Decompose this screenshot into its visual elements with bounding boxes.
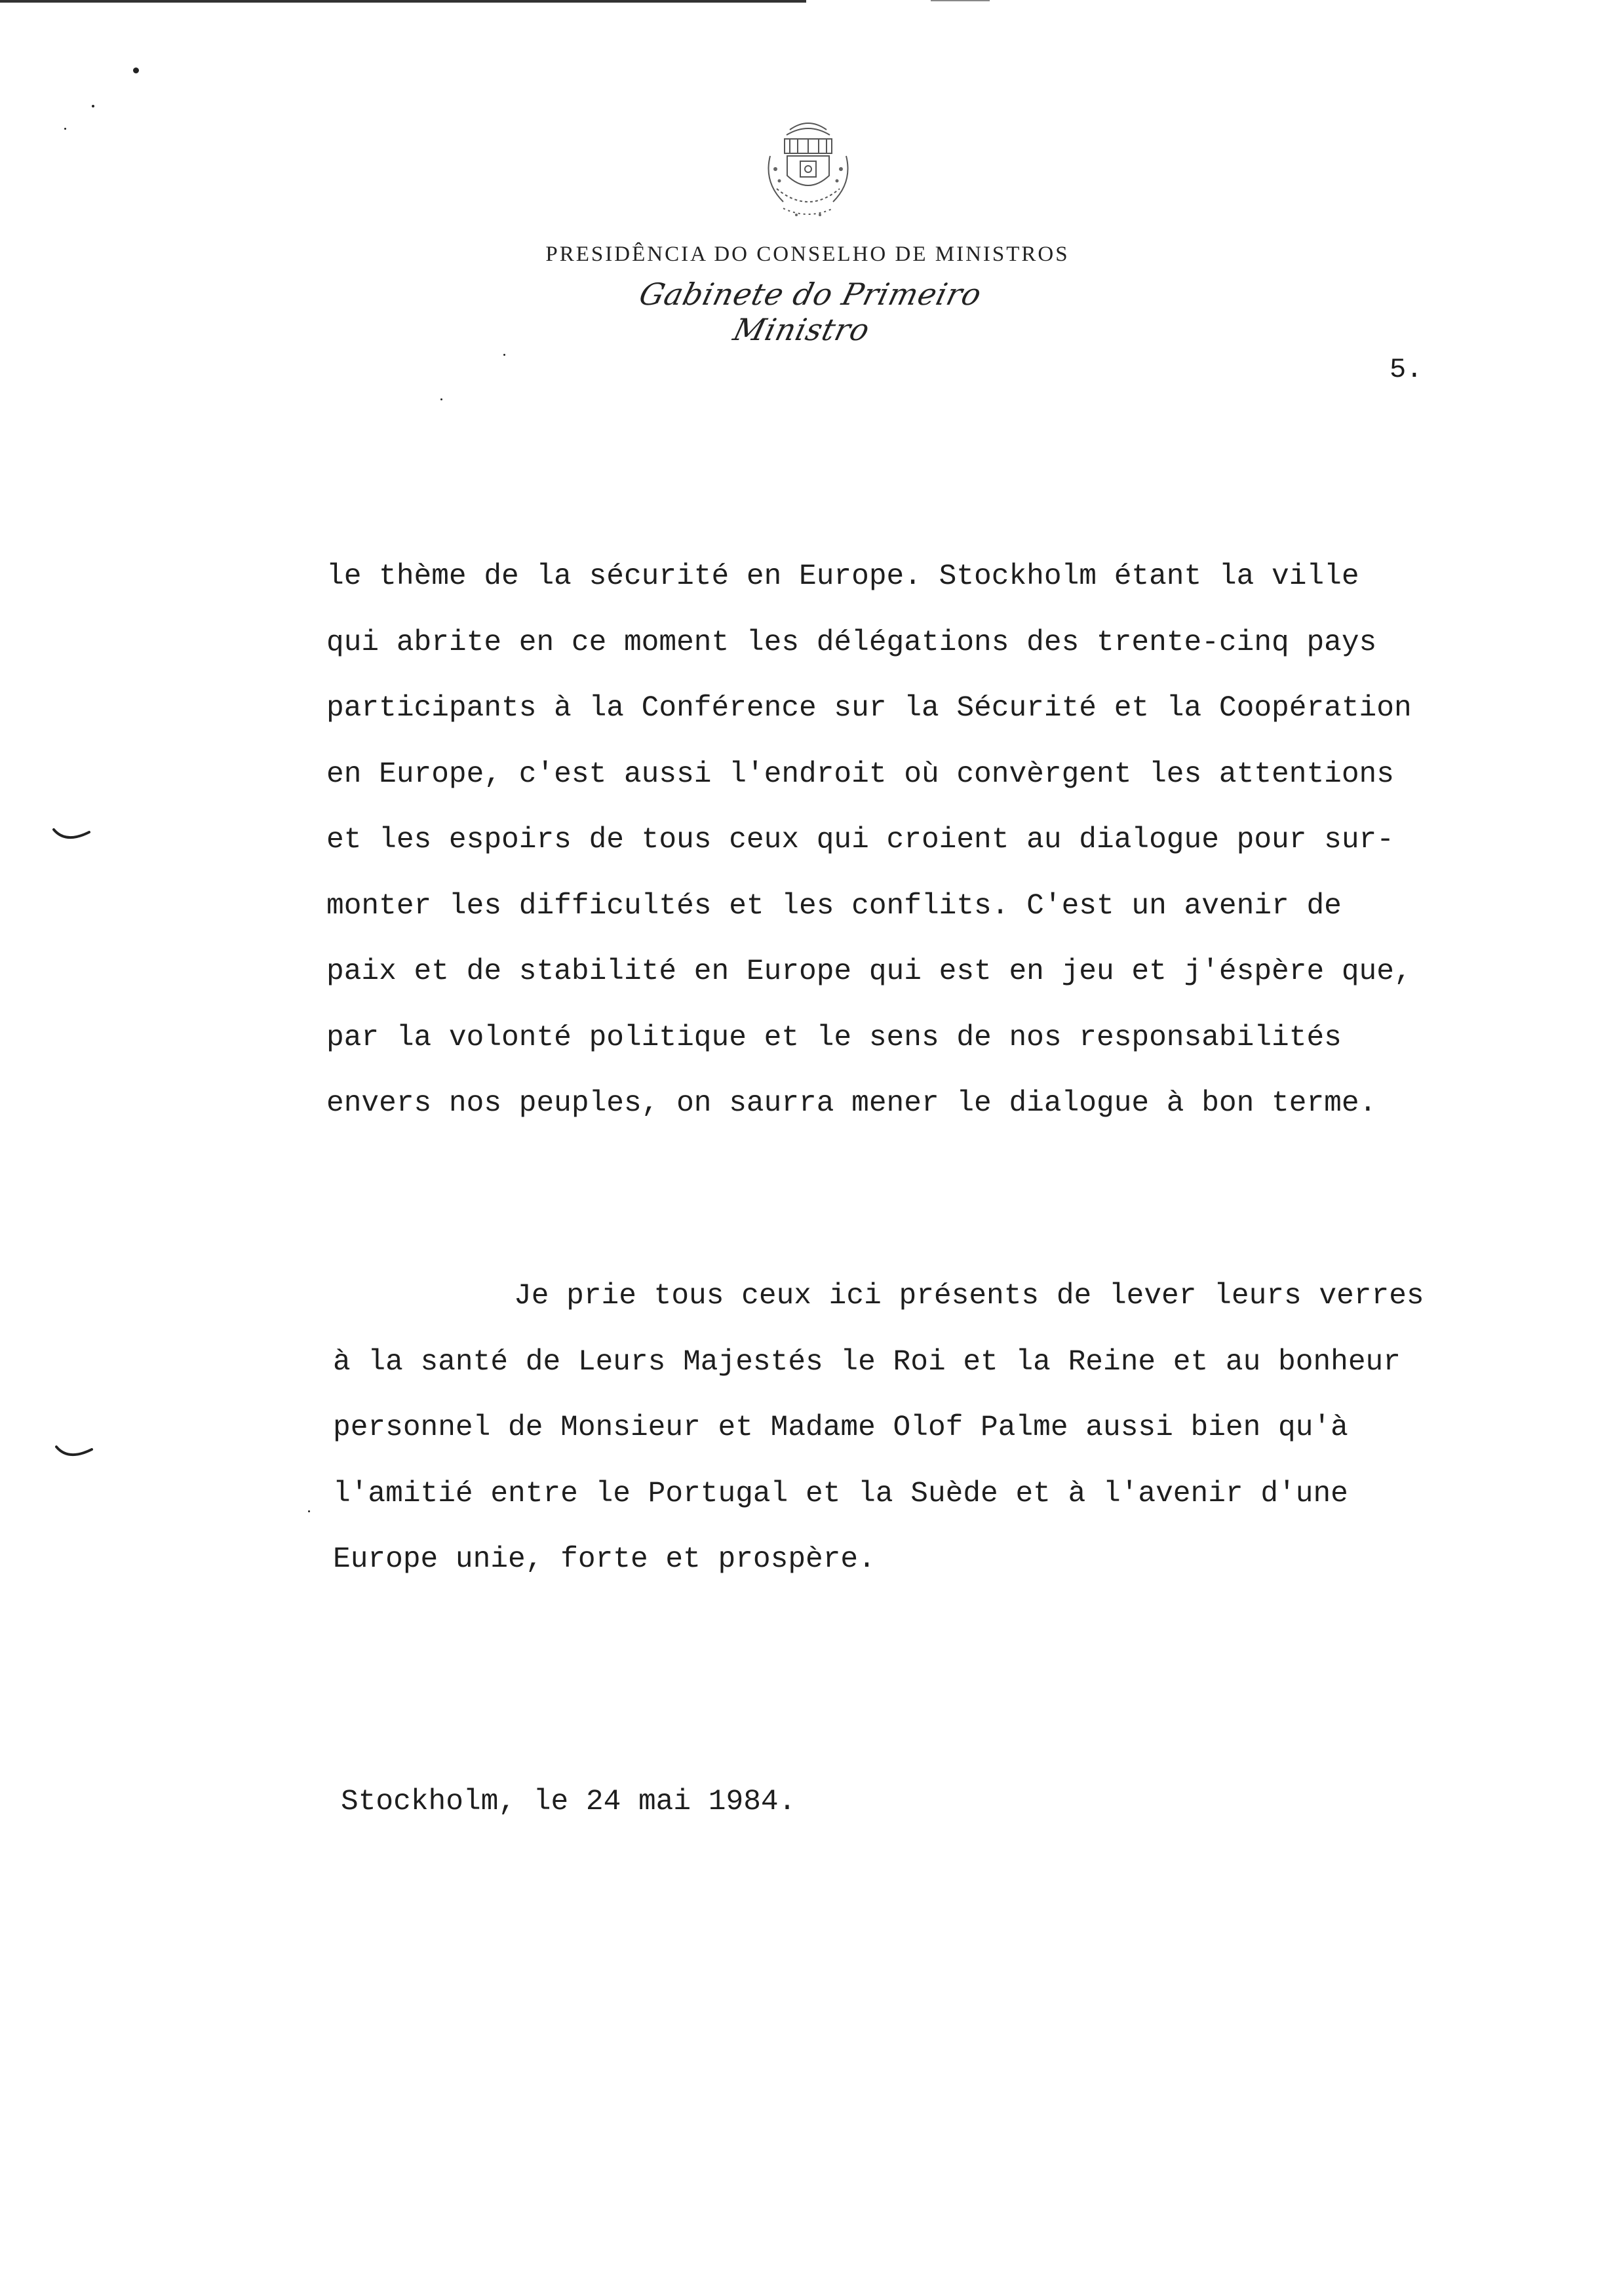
paragraph-2 [333, 1263, 1578, 1593]
paragraph-1 [326, 544, 1572, 1137]
text-line: par la volonté politique et le sens de nos responsabilités [326, 1021, 1342, 1054]
page-number: 5. [1390, 354, 1423, 385]
text-line: le thème de la sécurité en Europe. Stockholm étant la ville [326, 560, 1359, 593]
scan-speck [503, 354, 505, 356]
text-line: l'amitié entre le Portugal et la Suède et à l'avenir d'une [333, 1477, 1348, 1510]
text-line: Europe unie, forte et prospère. [333, 1543, 876, 1576]
text-line: paix et de stabilité en Europe qui est en jeu et j'éspère que, [326, 955, 1412, 988]
scan-speck [92, 105, 94, 107]
text-line: qui abrite en ce moment les délégations des trente-cinq pays [326, 626, 1377, 659]
text-line: et les espoirs de tous ceux qui croient au dialogue pour sur- [326, 824, 1394, 856]
text-line: Je prie tous ceux ici présents de lever leurs verres [514, 1280, 1424, 1312]
text-line: personnel de Monsieur et Madame Olof Palme aussi bien qu'à [333, 1411, 1348, 1444]
text-line: participants à la Conférence sur la Sécurité et la Coopération [326, 692, 1412, 725]
text-line: à la santé de Leurs Majestés le Roi et la Reine et au bonheur [333, 1345, 1401, 1379]
text-line: envers nos peuples, on saurra mener le dialogue à bon terme. [326, 1087, 1377, 1120]
dateline: Stockholm, le 24 mai 1984. [341, 1786, 796, 1818]
tick-mark-icon [55, 1444, 94, 1464]
scan-speck [133, 67, 139, 73]
text-line: monter les difficultés et les conflits. C'est un avenir de [326, 889, 1342, 923]
scan-speck [440, 398, 442, 400]
letterhead-institution: PRESIDÊNCIA DO CONSELHO DE MINISTROS [545, 242, 1070, 266]
scan-speck [64, 128, 66, 130]
text-line: en Europe, c'est aussi l'endroit où convèrgent les attentions [326, 757, 1394, 791]
letterhead-cabinet: Gabinete do Primeiro Ministro [635, 277, 986, 347]
coat-of-arms-seal-icon [750, 110, 865, 228]
tick-mark-icon [52, 827, 92, 847]
top-border-fragment [931, 0, 990, 1]
top-border-rule [0, 0, 806, 3]
scan-speck [308, 1510, 310, 1512]
